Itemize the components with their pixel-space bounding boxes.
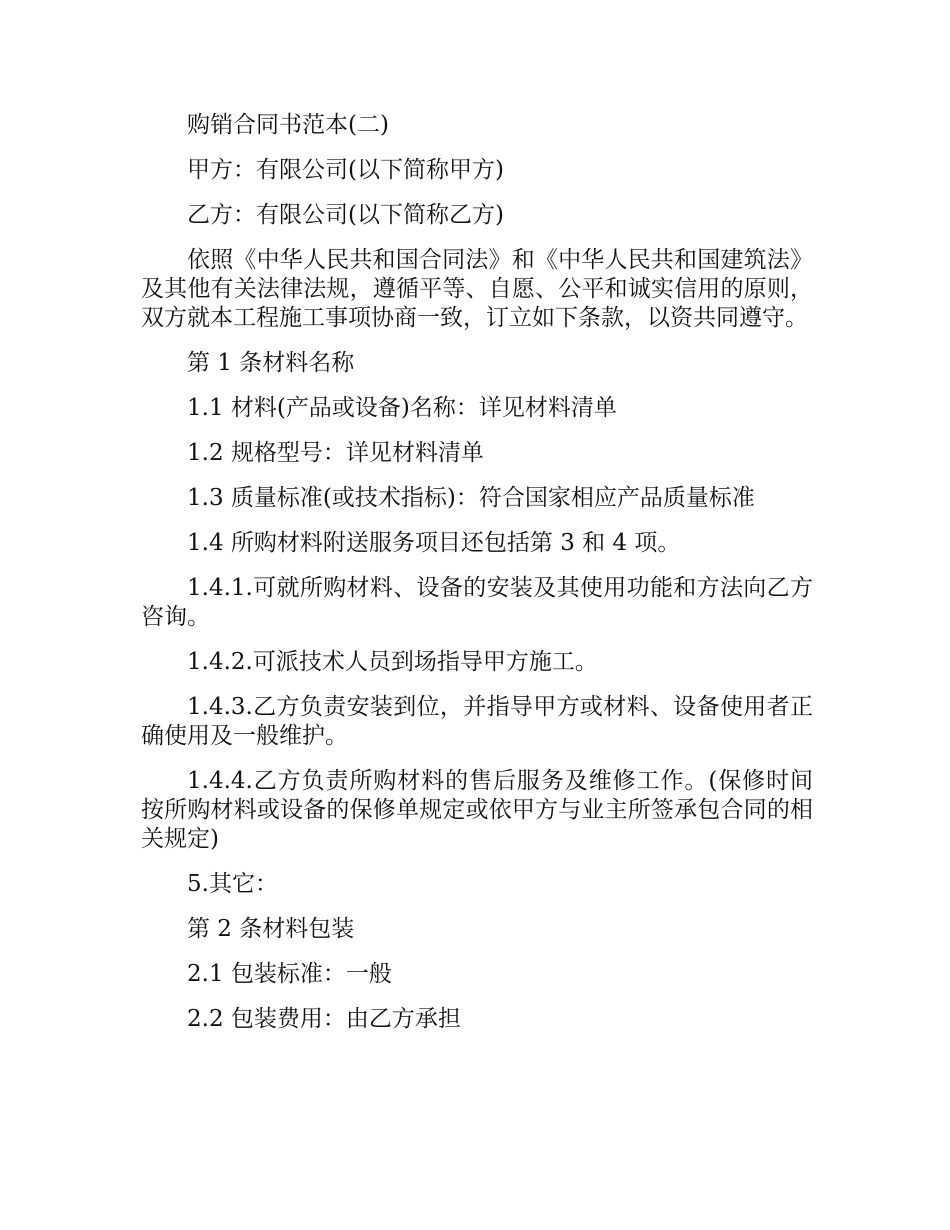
article-2-heading: 第 2 条材料包装 [187, 916, 355, 942]
clause-2-1: 2.1 包装标准：一般 [187, 961, 392, 987]
document-body [141, 111, 813, 1050]
clause-1-4-4: 1.4.4.乙方负责所购材料的售后服务及维修工作。(保修时间按所购材料或设备的保修单规定或依甲方与业主所签承包合同的相关规定) [141, 768, 813, 852]
article-1-heading: 第 1 条材料名称 [187, 350, 355, 376]
document-title: 购销合同书范本(二) [187, 112, 389, 138]
clause-1-4-1: 1.4.1.可就所购材料、设备的安装及其使用功能和方法向乙方咨询。 [141, 575, 813, 630]
clause-2-2: 2.2 包装费用：由乙方承担 [187, 1006, 461, 1032]
clause-1-4-2: 1.4.2.可派技术人员到场指导甲方施工。 [187, 649, 598, 675]
preamble-paragraph: 依照《中华人民共和国合同法》和《中华人民共和国建筑法》及其他有关法律法规，遵循平等、自愿、公平和诚实信用的原则，双方就本工程施工事项协商一致，订立如下条款，以资共同遵守。 [141, 247, 813, 331]
party-a-line: 甲方：有限公司(以下简称甲方) [187, 157, 504, 183]
clause-1-4: 1.4 所购材料附送服务项目还包括第 3 和 4 项。 [187, 530, 681, 556]
clause-5-other: 5.其它： [187, 871, 278, 897]
clause-1-4-3: 1.4.3.乙方负责安装到位，并指导甲方或材料、设备使用者正确使用及一般维护。 [141, 694, 813, 749]
clause-1-3: 1.3 质量标准(或技术指标)：符合国家相应产品质量标准 [187, 485, 755, 511]
clause-1-1: 1.1 材料(产品或设备)名称：详见材料清单 [187, 395, 617, 421]
party-b-line: 乙方：有限公司(以下简称乙方) [187, 202, 504, 228]
clause-1-2: 1.2 规格型号：详见材料清单 [187, 440, 484, 466]
